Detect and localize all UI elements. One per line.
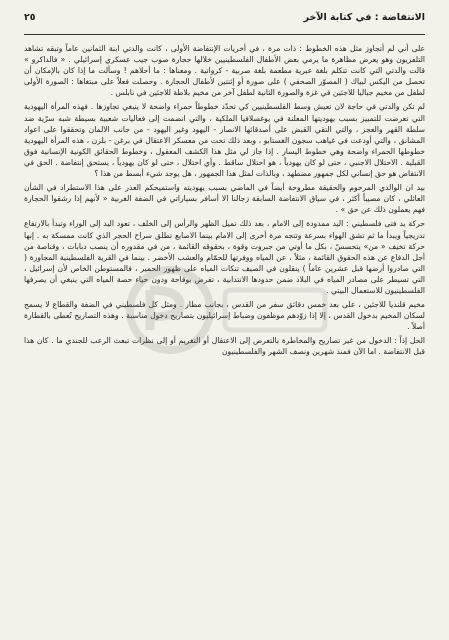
- body-text: [24, 43, 425, 358]
- paragraph-3: بيد ان الوالدي المرحوم والحقيقة مطروحة أيضاً في الماضي بسبب يهوديته واستميحكم العذر على هذا الاستطراد في الشأن العائلي ، كان مصيباً أكثر ، في سياق الانتفاضة السابقة زجالنا الا أسافر بسياراتي في الضفة الغربية « لأنهم إذا رشقوا الحجارة فهم يعملون ذلك عن حق » .: [24, 183, 425, 215]
- paragraph-1: على أني لم أتجاوز مثل هذه الخطوط : ذات مرة ، في أخريات الإنتفاضة الأولى ، كانت والدتي ابنة الثمانين عاماً وتبقه تشاهد التلفزيون وهو يعرض مظاهرة ما يرمي بعض الأطفال الفلسطينيين خلالها حجارة صوب جيب عسكري إسرائيلي . « فالداكرو » قالت والدتي التي كانت تتكلم بلغة عبرية مطعمة بلغة صربية - كرواتية . ومعناها : ما أحلاهم ! وسألت ما إذا كان بالإمكان أن تحصل من اليكس لبياك ( المصوّر الصحفي ) على صورة أو إثنتين لأطفال الحجارة . وحصلت فعلاً على مبتغاها : الصورة الأولى لطفل من مخيم جباليا للاجئين في غزة والصورة الثانية لطفل آخر من مخيم بلاطة للاجئين في نابلس .: [24, 44, 425, 98]
- page-number: ٢٥: [24, 11, 36, 23]
- running-header: [24, 0, 425, 35]
- paragraph-5: مخيم قلنديا للاجئين ، على بعد خمس دقائق سفر من القدس ، بجانب مطار . ومثل كل فلسطيني في الضفة والقطاع لا يسمح لسكان المخيم بدخول القدس ، إلا إذا زوّدهم موظفون وضباط إسرائيليون بتصاريح دخول مناسبة . وهذه التصاريح تُعطى بالقطارة أصلاً .: [24, 300, 425, 332]
- paragraph-2: لم تكن والدتي في حاجة لان تعيش وسط الفلسطينيين كي تحدّد خطوطاً حمراء واضحة لا ينبغي تجاوزها . فهذه المرأة اليهودية التي تعرضت للتمييز بسبب يهوديتها المعلنة في يوغسلافيا الملكية ، والتي انضمت إلى فعاليات شعبية بسيطة شبه سرّية ضد سلطة القهر والعجز ، والتي التقي القبض على أصدقائها الانصار - اليهود وغير اليهود - من جانب الالمان وتحققوا على اعواد المشانق ، والتي أودعت في غياهب سجون الغستابو ، وبعد ذلك تحت من معسكر الاعتقال في برغن - بلزن ، هذه المرأة اليهودية خطوطها الحمراء واضحة وهي خطوط اليسار . إذا جاز لي مثل هذا الكشف المعقول ، وخطوط الحقائق الكونية الإنسانية فوق القبلية . الاحتلال الاجنبي ، حتى لو كان يهودياً ، هو احتلال ساقط . وأي احتلال ، حتى لو كان يهودياً ، يستحق إنتفاضة . الحق في الانتفاض هو حق إنساني لكل جمهور مضطهد ، وبالذات لمثل هذا الجمهور ، هل يوجد شيء أبسط من هذا ؟: [24, 102, 425, 179]
- paragraph-6: الحل إذاً : الدخول من غير تصاريح والمخاطرة بالتعرض إلى الاعتقال أو التغريم أو إلى نظرات تبعث الرعب للجندي ما . كان هذا قبل الانتفاضة . اما الآن فمنذ شهرين ونصف الشهر والفلسطينيون: [24, 336, 425, 357]
- paragraph-4: حركة يد فتى فلسطيني : اليد ممدودة إلى الامام ، بعد ذلك تميل الظهر والرأس إلى الخلف ، تعود اليد إلى الوراء وتبدأ بالارتفاع تدريجياً ويبدأ ما ثم تشق الهواء بسرعة وتتجه مرة أخرى إلى الامام بينما الاصابع تطلق سراح الحجر الذي كانت ممسكة به . إنها حركة تخيف « من» يتحسسّ ، بكل ما أوتي من جبروت وقوة ، بحقوقه القائمة ، من في مقدوره أن ينصب دبابات ، وقناصة من أجل الدفاع عن هذه الحقوق القائمة ، مثلاً ، عن المياه ووفرتها للحمّام والعشب الأخضر . بينما في القرية الفلسطينية المجاورة ( التي صادروا أرضها قبل عشرين عاماً ) ينقلون في الصيف تنكات المياه على ظهور الحمير ، فالمستوطن الخاص لأن إسرائيل ، التي تسيطر على مصادر المياه في البلاد ضمن حدودها الانتدابية ، تفرض بوقاحة ودون حياء حصة المياه التي ينبغي أن يصرفها الفلسطينيون للاستعمال البيتي .: [24, 219, 425, 295]
- running-header-title: الانتفاضة : في كتابة الآخر: [303, 11, 425, 23]
